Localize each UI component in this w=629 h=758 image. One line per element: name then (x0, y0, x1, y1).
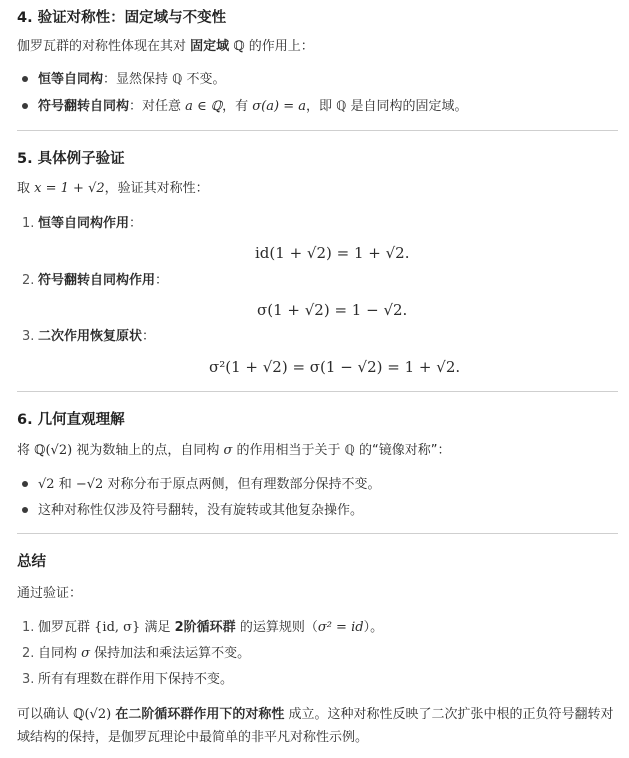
intro-bold: 固定域 (190, 39, 230, 54)
item-text: ，即 ℚ 是自同构的固定域。 (305, 99, 468, 114)
section-6-intro (17, 442, 450, 460)
item-number: 3. (22, 672, 35, 687)
divider (17, 391, 618, 392)
intro-math: ℚ (233, 39, 245, 54)
section-4-title: 4. 验证对称性：固定域与不变性 (17, 10, 227, 26)
item-number: 1. (22, 216, 35, 231)
item-text: ，有 (222, 99, 249, 114)
intro-math: ℚ(√2) (34, 443, 73, 458)
item-text: ）。 (363, 620, 384, 635)
item-number: 2. (22, 646, 35, 661)
summary-title: 总结 (17, 554, 46, 570)
item-text: 保持加法和乘法运算不变。 (94, 646, 251, 661)
closing-math: ℚ(√2) (73, 707, 112, 722)
intro-text: 取 (17, 181, 31, 196)
intro-math: x = 1 + √2 (34, 181, 105, 196)
section-5-intro (17, 180, 209, 198)
item-text: 自同构 (38, 646, 78, 661)
list-item (22, 71, 226, 89)
item-text: ： (129, 216, 143, 231)
item-text: 这种对称性仅涉及符号翻转，没有旋转或其他复杂操作。 (38, 503, 364, 518)
intro-text-end: 的作用相当于关于 ℚ 的“镜像对称”： (236, 443, 451, 458)
bullet-icon (22, 76, 28, 82)
item-bold: 符号翻转自同构作用 (38, 273, 156, 288)
display-equation: σ(1 + √2) = 1 − √2. (257, 301, 408, 319)
item-math: σ (81, 646, 91, 661)
item-text: 所有有理数在群作用下保持不变。 (38, 672, 234, 687)
item-text: 对称分布于原点两侧，但有理数部分保持不变。 (107, 477, 381, 492)
item-bold: 2阶循环群 (174, 620, 236, 635)
item-text: 和 (58, 477, 72, 492)
closing-text: 成立。这种对称性反映了二次扩张中根的正负符号翻转对 (288, 707, 614, 722)
item-math: σ(a) = a (252, 99, 306, 114)
item-math: σ² = id (317, 620, 364, 635)
item-math: √2 (38, 477, 55, 492)
item-math: {id, σ} (94, 620, 141, 635)
list-item (22, 671, 233, 689)
item-text: ： (155, 273, 169, 288)
item-bold: 恒等自同构 (38, 72, 104, 87)
list-item (22, 272, 168, 290)
intro-text: 将 (17, 443, 31, 458)
item-number: 3. (22, 329, 35, 344)
display-equation: σ²(1 + √2) = σ(1 − √2) = 1 + √2. (209, 358, 461, 376)
item-number: 1. (22, 620, 35, 635)
display-equation: id(1 + √2) = 1 + √2. (255, 244, 410, 262)
summary-intro: 通过验证： (17, 586, 83, 601)
item-bold: 恒等自同构作用 (38, 216, 130, 231)
item-text: 伽罗瓦群 (38, 620, 91, 635)
intro-text: 视为数轴上的点，自同构 (76, 443, 220, 458)
item-math: −√2 (75, 477, 104, 492)
list-item (22, 328, 155, 346)
intro-text-end: 的作用上： (248, 39, 314, 54)
divider (17, 533, 618, 534)
section-4-intro (17, 38, 314, 56)
list-item (22, 476, 380, 494)
item-bold: 符号翻转自同构 (38, 99, 130, 114)
item-number: 2. (22, 273, 35, 288)
intro-text: 伽罗瓦群的对称性体现在其对 (17, 39, 187, 54)
bullet-icon (22, 507, 28, 513)
list-item (22, 645, 250, 663)
item-bold: 二次作用恢复原状 (38, 329, 143, 344)
intro-text-end: ，验证其对称性： (104, 181, 209, 196)
bullet-icon (22, 481, 28, 487)
item-text: ：对任意 (129, 99, 182, 114)
summary-closing (17, 706, 614, 724)
divider (17, 130, 618, 131)
closing-text: 可以确认 (17, 707, 70, 722)
list-item (22, 215, 142, 233)
item-text: ： (142, 329, 156, 344)
intro-math: σ (223, 443, 233, 458)
closing-bold: 在二阶循环群作用下的对称性 (115, 707, 285, 722)
list-item (22, 98, 467, 116)
item-text: ：显然保持 ℚ 不变。 (103, 72, 226, 87)
item-text: 的运算规则（ (239, 620, 318, 635)
list-item (22, 619, 383, 637)
section-6-title: 6. 几何直观理解 (17, 412, 125, 428)
summary-closing-line2: 域结构的保持，是伽罗瓦理论中最简单的非平凡对称性示例。 (17, 730, 369, 745)
section-5-title: 5. 具体例子验证 (17, 151, 125, 167)
item-math: a ∈ ℚ (185, 99, 223, 114)
bullet-icon (22, 103, 28, 109)
item-text: 满足 (144, 620, 171, 635)
list-item (22, 502, 363, 520)
